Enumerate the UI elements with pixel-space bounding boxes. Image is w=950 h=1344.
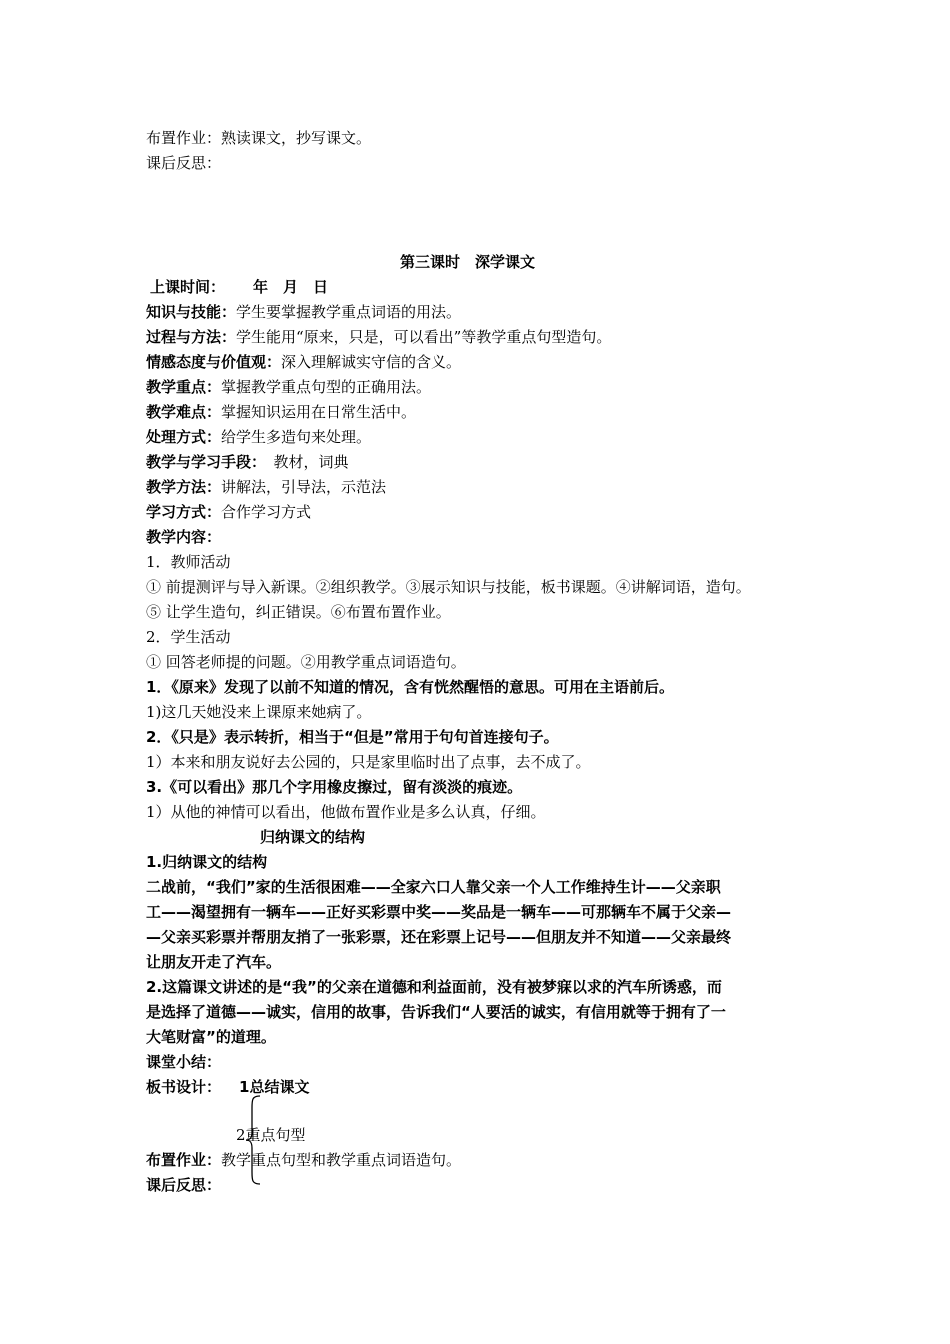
teacher-line-1: ① 前提测评与导入新课。②组织教学。③展示知识与技能，板书课题。④讲解词语，造句。 xyxy=(146,578,751,596)
reflection-line-top xyxy=(146,152,221,174)
field-value: 掌握教学重点句型的正确用法。 xyxy=(221,378,432,396)
homework-label: 布置作业： xyxy=(146,1151,222,1169)
field-means xyxy=(146,451,349,473)
field-label: 处理方式： xyxy=(146,428,222,446)
word3-example: 1）从他的神情可以看出，他做布置作业是多么认真，仔细。 xyxy=(146,803,546,821)
field-label: 情感态度与价值观： xyxy=(146,353,282,371)
field-key-point xyxy=(146,376,431,398)
student-heading: 2．学生活动 xyxy=(146,628,231,646)
homework-text: 熟读课文，抄写课文。 xyxy=(221,129,372,147)
field-value: 掌握知识运用在日常生活中。 xyxy=(221,403,417,421)
word2-example: 1）本来和朋友说好去公园的，只是家里临时出了点事，去不成了。 xyxy=(146,753,591,771)
field-process xyxy=(146,326,611,348)
structure-line: 让朋友开走了汽车。 xyxy=(146,953,282,971)
homework-line-bottom xyxy=(146,1149,461,1171)
field-label: 教学方法： xyxy=(146,478,222,496)
structure-line: —父亲买彩票并帮朋友捎了一张彩票，还在彩票上记号——但朋友并不知道——父亲最终 xyxy=(146,928,732,946)
field-label: 教学难点： xyxy=(146,403,222,421)
field-value: 学生能用“原来，只是，可以看出”等教学重点句型造句。 xyxy=(236,328,612,346)
student-line-1: ① 回答老师提的问题。②用教学重点词语造句。 xyxy=(146,653,466,671)
field-label: 知识与技能： xyxy=(146,303,237,321)
field-label: 学习方式： xyxy=(146,503,222,521)
theme-line: 是选择了道德——诚实，信用的故事，告诉我们“人要活的诚实，有信用就等于拥有了一 xyxy=(146,1003,726,1021)
field-emotion xyxy=(146,351,461,373)
field-value: 教材，词典 xyxy=(258,453,349,471)
field-label: 教学重点： xyxy=(146,378,222,396)
field-value: 给学生多造句来处理。 xyxy=(221,428,372,446)
field-label: 教学与学习手段： xyxy=(146,453,259,471)
structure-heading: 归纳课文的结构 xyxy=(260,828,366,846)
class-time-line xyxy=(150,276,328,298)
structure-line: 二战前，“我们”家的生活很困难——全家六口人靠父亲一个人工作维持生计——父亲职 xyxy=(146,878,721,896)
field-learning xyxy=(146,501,311,523)
board-design-line xyxy=(146,1076,309,1098)
homework-line-top xyxy=(146,127,371,149)
theme-line: 2.这篇课文讲述的是“我”的父亲在道德和利益面前，没有被梦寐以求的汽车所诱惑，而 xyxy=(146,978,722,996)
reflection-label-bottom: 课后反思： xyxy=(146,1176,222,1194)
board-label: 板书设计： xyxy=(146,1078,222,1096)
field-method xyxy=(146,476,386,498)
field-label: 过程与方法： xyxy=(146,328,237,346)
teacher-line-2: ⑤ 让学生造句，纠正错误。⑥布置布置作业。 xyxy=(146,603,451,621)
board-item-1: 1总结课文 xyxy=(239,1078,310,1096)
field-value: 学生要掌握教学重点词语的用法。 xyxy=(236,303,462,321)
content-label: 教学内容： xyxy=(146,528,222,546)
class-time-label: 上课时间： xyxy=(150,278,226,296)
summary-label: 课堂小结： xyxy=(146,1053,222,1071)
homework-text: 教学重点句型和教学重点词语造句。 xyxy=(221,1151,462,1169)
word3-definition: 3.《可以看出》那几个字用橡皮擦过，留有淡淡的痕迹。 xyxy=(146,778,523,796)
structure-subheading: 1.归纳课文的结构 xyxy=(146,853,268,871)
field-value: 讲解法，引导法，示范法 xyxy=(221,478,387,496)
field-difficulty xyxy=(146,401,416,423)
class-time-value: 年 月 日 xyxy=(253,278,329,296)
field-knowledge xyxy=(146,301,461,323)
reflection-label: 课后反思： xyxy=(146,154,222,172)
field-handling xyxy=(146,426,371,448)
lesson-title: 第三课时 深学课文 xyxy=(400,253,536,271)
structure-line: 工——渴望拥有一辆车——正好买彩票中奖——奖品是一辆车——可那辆车不属于父亲— xyxy=(146,903,732,921)
word1-definition: 1．《原来》发现了以前不知道的情况，含有恍然醒悟的意思。可用在主语前后。 xyxy=(146,678,674,696)
word2-definition: 2．《只是》表示转折，相当于“但是”常用于句句首连接句子。 xyxy=(146,728,559,746)
field-value: 合作学习方式 xyxy=(221,503,312,521)
homework-label: 布置作业： xyxy=(146,129,222,147)
board-item-2: 2重点句型 xyxy=(236,1126,306,1144)
teacher-heading: 1．教师活动 xyxy=(146,553,231,571)
field-value: 深入理解诚实守信的含义。 xyxy=(281,353,462,371)
theme-line: 大笔财富”的道理。 xyxy=(146,1028,276,1046)
word1-example: 1)这几天她没来上课原来她病了。 xyxy=(146,703,372,721)
